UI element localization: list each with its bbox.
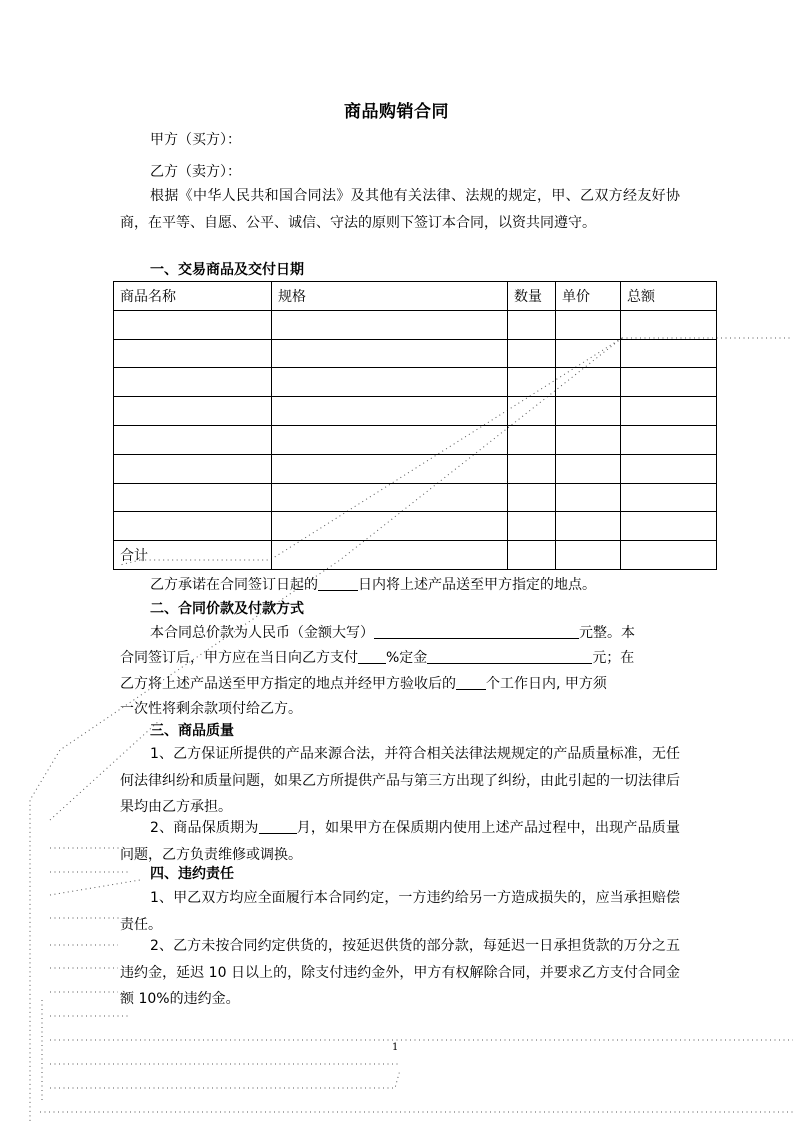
table-cell: [508, 541, 556, 570]
table-cell: [114, 483, 272, 512]
section2-line4: 一次性将剩余款项付给乙方。: [120, 701, 302, 717]
table-cell: [508, 454, 556, 483]
party-a-label: 甲方（买方）：: [150, 132, 241, 148]
table-cell: [272, 483, 508, 512]
liability-clause-2: 2、乙方未按合同约定供货的，按延迟供货的部分款，每延迟一日承担货款的万分之五违约金，延迟 10 日以上的，除支付违约金外，甲方有权解除合同，并要求乙方支付合同金额 10%的违约金。: [120, 938, 680, 1007]
table-cell: [272, 339, 508, 368]
price-text-pre: 本合同总价款为人民币（金额大写）: [150, 625, 374, 641]
table-cell: [556, 454, 621, 483]
header-cell: 单价: [556, 282, 621, 311]
delivery-clause: [150, 572, 710, 598]
table-cell: [556, 483, 621, 512]
table-row: [114, 397, 717, 426]
table-cell: [508, 368, 556, 397]
table-cell: [272, 512, 508, 541]
intro-paragraph: 根据《中华人民共和国合同法》及其他有关法律、法规的规定，甲、乙双方经友好协商，在平等、自愿、公平、诚信、守法的原则下签订本合同，以资共同遵守。: [120, 188, 680, 231]
table-row: [114, 512, 717, 541]
section3-heading: 三、商品质量: [150, 723, 234, 739]
party-b-label: 乙方（卖方）：: [150, 164, 241, 180]
table-cell: [272, 541, 508, 570]
table-cell: [556, 397, 621, 426]
table-cell: [621, 425, 717, 454]
total-label-cell: 合计: [114, 541, 272, 570]
table-cell: [508, 397, 556, 426]
delivery-text-pre: 乙方承诺在合同签订日起的: [150, 577, 318, 593]
table-header-row: [114, 282, 717, 311]
page-number: 1: [392, 1042, 399, 1053]
table-cell: [556, 310, 621, 339]
table-cell: [508, 483, 556, 512]
deposit-amount-blank[interactable]: [427, 647, 592, 664]
header-cell: 总额: [621, 282, 717, 311]
table-cell: [114, 425, 272, 454]
table-row: [114, 339, 717, 368]
table-cell: [621, 541, 717, 570]
header-cell: 商品名称: [114, 282, 272, 311]
table-cell: [272, 425, 508, 454]
table-cell: [556, 339, 621, 368]
table-cell: [621, 339, 717, 368]
delivery-text-post: 日内将上述产品送至甲方指定的地点。: [358, 577, 596, 593]
table-cell: [114, 454, 272, 483]
table-cell: [621, 483, 717, 512]
table-cell: [114, 512, 272, 541]
delivery-days-blank[interactable]: [318, 574, 358, 591]
table-cell: [621, 512, 717, 541]
section2-line1: [150, 620, 680, 646]
table-cell: [508, 512, 556, 541]
section2-line3: [120, 671, 680, 697]
section1-heading: 一、交易商品及交付日期: [150, 262, 304, 278]
table-cell: [272, 368, 508, 397]
table-cell: [621, 454, 717, 483]
table-total-row: [114, 541, 717, 570]
table-cell: [272, 310, 508, 339]
quality-clause-1: 1、乙方保证所提供的产品来源合法，并符合相关法律法规规定的产品质量标准，无任何法律纠纷和质量问题，如果乙方所提供产品与第三方出现了纠纷，由此引起的一切法律后果均由乙方承担。: [120, 746, 680, 815]
header-cell: 数量: [508, 282, 556, 311]
table-cell: [556, 512, 621, 541]
table-row: [114, 483, 717, 512]
table-cell: [556, 541, 621, 570]
table-row: [114, 368, 717, 397]
table-cell: [508, 425, 556, 454]
section2-line2: [120, 645, 680, 671]
table-cell: [272, 397, 508, 426]
warranty-text-post: 月，如果甲方在保质期内使用上述产品过程中，出现产品质量问题，乙方负责维修或调换。: [120, 820, 680, 863]
table-cell: [621, 368, 717, 397]
header-cell: 规格: [272, 282, 508, 311]
deposit-text-pre: 合同签订后，甲方应在当日向乙方支付: [120, 650, 358, 666]
table-cell: [114, 368, 272, 397]
payment-days-blank[interactable]: [456, 673, 486, 690]
table-cell: [621, 310, 717, 339]
section4-heading: 四、违约责任: [150, 866, 234, 882]
document-title: 商品购销合同: [344, 102, 449, 122]
warranty-text-pre: 2、商品保质期为: [150, 820, 259, 836]
payment-text-pre: 乙方将上述产品送至甲方指定的地点并经甲方验收后的: [120, 676, 456, 692]
table-cell: [508, 310, 556, 339]
warranty-months-blank[interactable]: [259, 817, 297, 834]
total-price-blank[interactable]: [374, 622, 579, 639]
deposit-text-post: 元；在: [592, 650, 635, 666]
table-row: [114, 454, 717, 483]
deposit-percent-blank[interactable]: [358, 647, 386, 664]
table-row: [114, 310, 717, 339]
table-cell: [114, 310, 272, 339]
table-cell: [508, 339, 556, 368]
table-row: [114, 425, 717, 454]
payment-text-post: 个工作日内, 甲方须: [486, 676, 607, 692]
liability-clause-1: 1、甲乙双方均应全面履行本合同约定，一方违约给另一方造成损失的，应当承担赔偿责任。: [120, 890, 680, 933]
table-cell: [556, 368, 621, 397]
section2-heading: 二、合同价款及付款方式: [150, 601, 304, 617]
deposit-text-mid: %定金: [386, 650, 428, 666]
price-text-post: 元整。本: [579, 625, 635, 641]
table-cell: [114, 397, 272, 426]
table-cell: [114, 339, 272, 368]
table-cell: [621, 397, 717, 426]
table-cell: [556, 425, 621, 454]
table-cell: [272, 454, 508, 483]
goods-table: [113, 281, 717, 570]
